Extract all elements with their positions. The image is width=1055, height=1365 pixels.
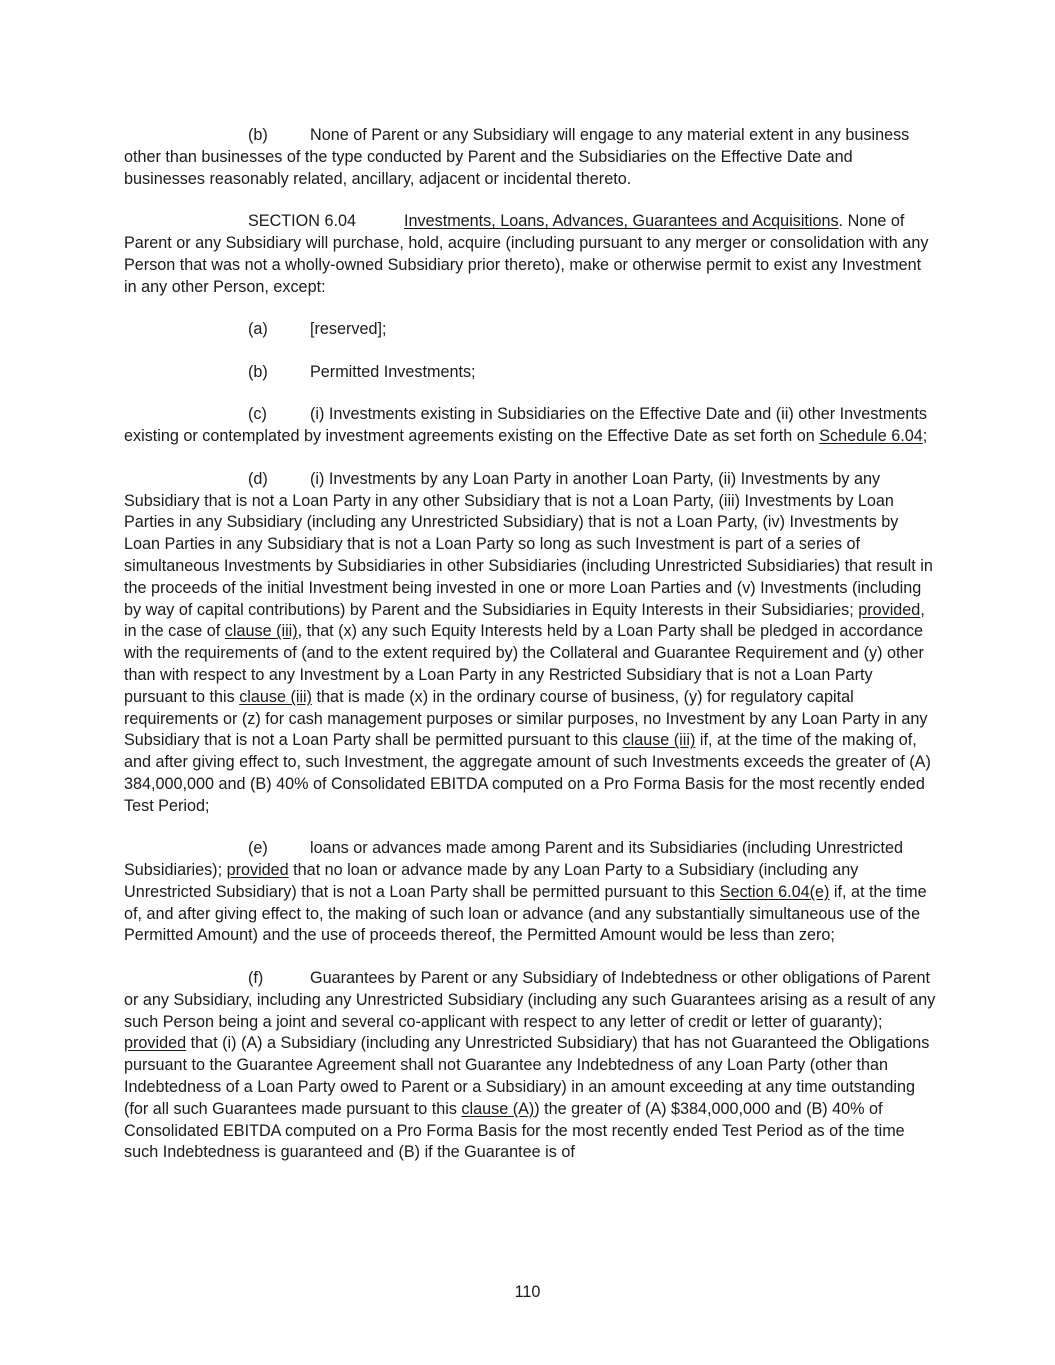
clause-reference: clause (iii)	[622, 731, 696, 750]
clause-label: (c)	[248, 405, 267, 424]
section-6-04-heading	[124, 211, 936, 298]
provided-term: provided	[124, 1034, 187, 1053]
provided-term: provided	[226, 861, 289, 880]
document-page	[124, 125, 936, 1185]
clause-d: (d) (i) Investments by any Loan Party in another Loan Party, (ii) Investments by any Subsidiary that is not a Loan Party in any other Subsidiary that is not a Loan Party, (iii) Investments by Loan Parties in any Subsidiary (including any Unrestricted Subsidiary) that is not a Loan Party, (iv) Investments by Loan Parties in any Subsidiary that is not a Loan Party so long as such Investment is part of a series of simultaneous Investments by Subsidiaries in other Subsidiaries (including Unrestricted Subsidiaries) that result in the proceeds of the initial Investment being invested in one or more Loan Parties and (v) Investments (including by way of capital contributions) by Parent and the Subsidiaries in Equity Interests in their Subsidiaries; provided, in the case of clause (iii), that (x) any such Equity Interests held by a Loan Party shall be pledged in accordance with the requirements of (and to the extent required by) the Collateral and Guarantee Requirement and (y) other than with respect to any Investment by a Loan Party in any Restricted Subsidiary that is not a Loan Party pursuant to this clause (iii) that is made (x) in the ordinary course of business, (y) for regulatory capital requirements or (z) for cash management purposes or similar purposes, no Investment by any Loan Party in any Subsidiary that is not a Loan Party shall be permitted pursuant to this clause (iii) if, at the time of the making of, and after giving effect to, such Investment, the aggregate amount of such Investments exceeds the greater of (A) 384,000,000 and (B) 40% of Consolidated EBITDA computed on a Pro Forma Basis for the most recently ended Test Period;	[124, 469, 933, 815]
paragraph-b-business	[124, 125, 936, 190]
clause-text: (i) Investments existing in Subsidiaries on the Effective Date and (ii) other Investments existing or contemplated by investment agreements existing on the Effective Date as set forth on	[124, 405, 927, 446]
paragraph-text: None of Parent or any Subsidiary will engage to any material extent in any business other than businesses of the type conducted by Parent and the Subsidiaries on the Effective Date and businesses reasonably related, ancillary, adjacent or incidental thereto.	[124, 126, 910, 188]
clause-b	[124, 362, 936, 384]
clause-reference: clause (A)	[461, 1099, 535, 1118]
clause-a	[124, 319, 936, 341]
page-number: 110	[514, 1283, 541, 1301]
clause-reference: clause (iii)	[224, 622, 298, 641]
section-text: . None of Parent or any Subsidiary will purchase, hold, acquire (including pursuant to any merger or consolidation with any Person that was not a wholly-owned Subsidiary prior thereto), make or otherwise permit to exist any Investment in any other Person, except:	[124, 212, 929, 296]
schedule-reference: Schedule 6.04	[819, 427, 923, 446]
clause-label: (a)	[248, 320, 268, 339]
clause-f: (f) Guarantees by Parent or any Subsidiary of Indebtedness or other obligations of Parent or any Subsidiary, including any Unrestricted Subsidiary (including any such Guarantees arising as a result of any such Person being a joint and several co-applicant with respect to any letter of credit or letter of guaranty); provided that (i) (A) a Subsidiary (including any Unrestricted Subsidiary) that has not Guaranteed the Obligations pursuant to the Guarantee Agreement shall not Guarantee any Indebtedness of any Loan Party (other than Indebtedness of a Loan Party owed to Parent or a Subsidiary) in an amount exceeding at any time outstanding (for all such Guarantees made pursuant to this clause (A)) the greater of (A) $384,000,000 and (B) 40% of Consolidated EBITDA computed on a Pro Forma Basis for the most recently ended Test Period as of the time such Indebtedness is guaranteed and (B) if the Guarantee is of	[124, 969, 936, 1162]
clause-text: Permitted Investments;	[310, 362, 476, 381]
section-reference: Section 6.04(e)	[719, 882, 830, 901]
clause-label: (b)	[248, 126, 268, 144]
clause-e: (e) loans or advances made among Parent and its Subsidiaries (including Unrestricted Subsidiaries); provided that no loan or advance made by any Loan Party to a Subsidiary (including any Unrestricted Subsidiary) that is not a Loan Party shall be permitted pursuant to this Section 6.04(e) if, at the time of, and after giving effect to, the making of such loan or advance (and any substantially simultaneous use of the Permitted Amount) and the use of proceeds thereof, the Permitted Amount would be less than zero;	[124, 839, 927, 945]
clause-reference: clause (iii)	[239, 687, 313, 706]
section-title: Investments, Loans, Advances, Guarantees and Acquisitions	[404, 212, 839, 231]
provided-term: provided	[858, 600, 921, 619]
clause-label: (e)	[248, 839, 268, 858]
clause-text: [reserved];	[310, 320, 387, 339]
clause-c: (c) (i) Investments existing in Subsidiaries on the Effective Date and (ii) other Investments existing or contemplated by investment agreements existing on the Effective Date as set forth on Schedule 6.04;	[124, 405, 928, 446]
section-number: SECTION 6.04	[248, 212, 356, 231]
clause-label: (b)	[248, 362, 268, 381]
clause-label: (d)	[248, 469, 268, 488]
clause-label: (f)	[248, 969, 264, 988]
